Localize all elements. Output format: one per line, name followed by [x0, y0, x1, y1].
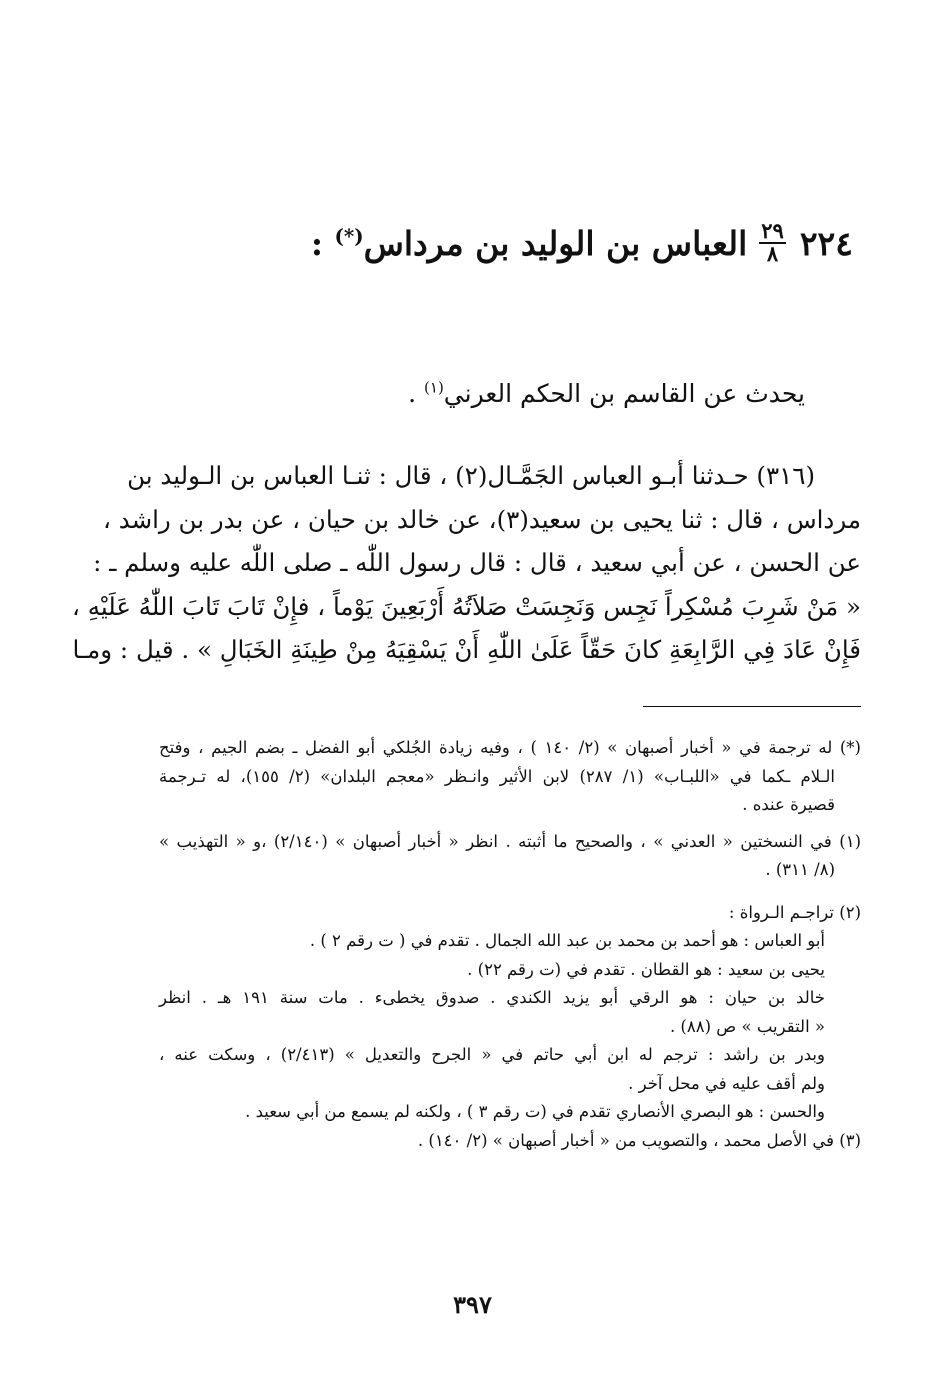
footnote-title: (٢) تراجـم الـرواة : [728, 902, 861, 922]
footnote-line: خالد بن حيان : هو الرقي أبو يزيد الكندي . صدوق يخطىء . مات سنة ١٩١ هـ . انظر [159, 988, 825, 1007]
hadith-line: (٣١٦) حـدثنا أبـو العباس الجَمَّـال(٢) ، قال : ثنـا العباس بن الـوليد بن [127, 461, 815, 490]
footnote-line: وبدر بن راشد : ترجم له ابن أبي حاتم في « الجرح والتعديل » (٢/٤١٣) ، وسكت عنه ، [159, 1045, 825, 1064]
narrator-intro [105, 374, 805, 414]
fraction-denominator: ٨ [766, 240, 779, 266]
entry-number: ٢٢٤ [799, 224, 853, 263]
entry-fraction [759, 217, 786, 266]
footnote-2 [159, 899, 861, 1127]
footnote-1 [159, 828, 861, 885]
intro-suffix: . [408, 379, 425, 408]
entry-name: العباس بن الوليد بن مرداس [363, 224, 748, 263]
footnote-line: (٨/ ٣١١) . [765, 860, 835, 879]
footnote-separator [643, 706, 861, 707]
footnote-3 [159, 1127, 861, 1156]
footnote-line: الـلام ـكما في «اللبـاب» (١/ ٢٨٧) لابن الأثير وانـظر «معجم البلدان» (٢/ ١٥٥)، له تـرجمة [159, 766, 835, 786]
footnote-line: ولم أقف عليه في محل آخر . [628, 1073, 825, 1093]
footnote-line: « التقريب » ص (٨٨) . [669, 1016, 825, 1036]
footnote-star [159, 734, 861, 820]
entry-heading [93, 217, 853, 268]
footnote-line: أبو العباس : هو أحمد بن محمد بن عبد الله الجمال . تقدم في ( ت رقم ٢ ) . [309, 931, 825, 950]
hadith-line: عن الحسن ، عن أبي سعيد ، قال : قال رسول اللّٰه ـ صلى اللّٰه عليه وسلم ـ : [93, 548, 861, 577]
entry-suffix: : [310, 224, 335, 263]
footnote-line: (١) في النسختين « العدني » ، والصحيح ما أثبته . انظر « أخبار أصبهان » (٢/١٤٠) ،و « التهذيب » [159, 831, 861, 851]
intro-text: يحدث عن القاسم بن الحكم العرني [443, 379, 805, 408]
hadith-text [72, 454, 861, 672]
entry-footnote-marker: (*) [334, 224, 364, 248]
hadith-line: فَإِنْ عَادَ فِي الرَّابِعَةِ كانَ حَقّاً عَلَىٰ اللّٰهِ أَنْ يَسْقِيَهُ مِنْ طِينَةِ الخَبَالِ » . قيل : ومـا [72, 635, 861, 664]
footnote-line: (٣) في الأصل محمد ، والتصويب من « أخبار أصبهان » (٢/ ١٤٠) . [417, 1130, 861, 1150]
fraction-numerator: ٢٩ [761, 217, 784, 243]
hadith-line: « مَنْ شَرِبَ مُسْكِراً نَجِس وَنَجِسَتْ صَلاَتُهُ أَرْبَعِينَ يَوْماً ، فإِنْ تَابَ تَابَ اللّٰهُ عَلَيْهِ ، [72, 591, 861, 621]
hadith-line: مرداس ، قال : ثنا يحيى بن سعيد(٣)، عن خالد بن حيان ، عن بدر بن راشد ، [103, 504, 861, 534]
footnote-line: والحسن : هو البصري الأنصاري تقدم في (ت رقم ٣ ) ، ولكنه لم يسمع من أبي سعيد . [245, 1102, 825, 1121]
intro-footnote-marker: (١) [424, 378, 444, 397]
footnote-line: يحيى بن سعيد : هو القطان . تقدم في (ت رقم ٢٢) . [467, 959, 825, 979]
footnotes [159, 734, 861, 1155]
page-number: ٣٩٧ [453, 1290, 492, 1319]
footnote-line: قصيرة عنده . [742, 795, 835, 814]
footnote-line: (*) له ترجمة في « أخبار أصبهان » (٢/ ١٤٠ ) ، وفيه زيادة الجُلكي أبو الفضل ـ بضم الجيم ، وفتح [159, 738, 861, 757]
